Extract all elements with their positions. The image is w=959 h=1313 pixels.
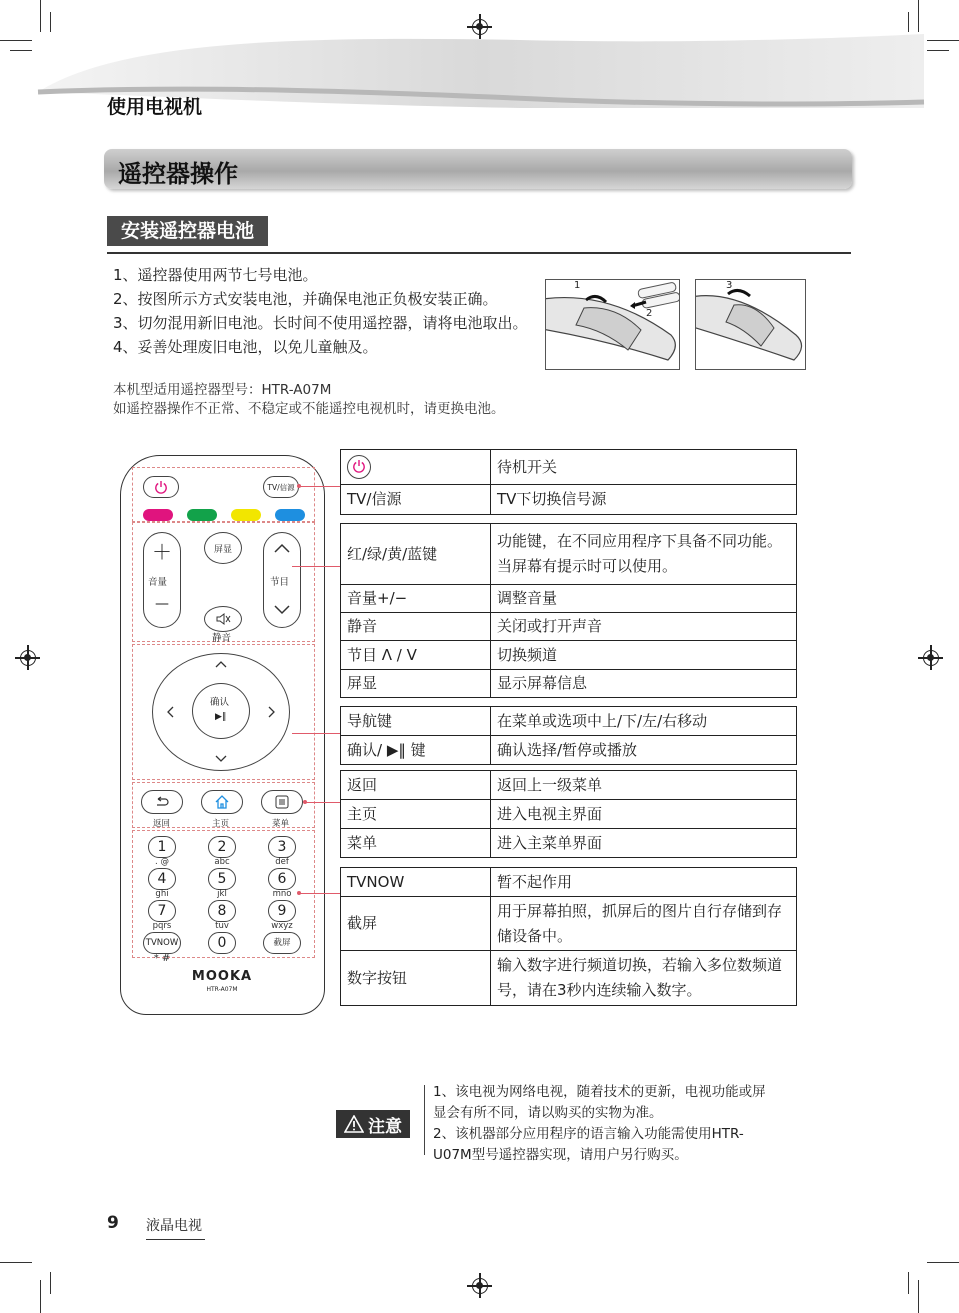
- registration-mark: [472, 1278, 488, 1294]
- table-row: [341, 951, 797, 1006]
- function-desc: 输入数字进行频道切换，若输入多位数频道号，请在3秒内连续输入数字。: [491, 951, 797, 1006]
- power-icon: [154, 480, 168, 494]
- tvnow-button[interactable]: TVNOW: [143, 932, 181, 954]
- function-desc: 待机开关: [491, 450, 797, 485]
- section-title: 遥控器操作: [118, 160, 238, 188]
- function-key: 确认/ ▶‖ 键: [341, 736, 491, 765]
- instruction-2: 2、按图所示方式安装电池，并确保电池正负极安装正确。: [113, 290, 498, 308]
- channel-up-icon[interactable]: [273, 542, 291, 554]
- volume-up-button[interactable]: ＋: [152, 540, 172, 564]
- function-key: 导航键: [341, 707, 491, 736]
- function-key: 静音: [341, 613, 491, 641]
- nav-down-icon[interactable]: [215, 754, 227, 764]
- function-key: 截屏: [341, 897, 491, 951]
- function-desc: 关闭或打开声音: [491, 613, 797, 641]
- function-key: 菜单: [341, 829, 491, 858]
- table-row: [341, 868, 797, 897]
- green-button[interactable]: [187, 509, 217, 521]
- number-key-5[interactable]: 5: [208, 868, 236, 890]
- crop-mark: [40, 1280, 41, 1313]
- warning-divider: [424, 1085, 425, 1155]
- crop-mark: [908, 1272, 909, 1294]
- number-key-4[interactable]: 4: [148, 868, 176, 890]
- model-note: 本机型适用遥控器型号：HTR-A07M: [113, 382, 332, 398]
- display-button[interactable]: 屏显: [204, 532, 242, 564]
- mute-button[interactable]: [204, 606, 242, 632]
- table-row: [341, 670, 797, 698]
- function-table-power: [340, 449, 797, 515]
- table-row: [341, 800, 797, 829]
- crop-mark: [50, 1272, 51, 1294]
- function-desc: 进入主菜单界面: [491, 829, 797, 858]
- remote-model: HTR-A07M: [206, 986, 238, 993]
- leader-line: [292, 733, 340, 734]
- channel-label: 节目: [270, 577, 290, 588]
- function-desc: 返回上一级菜单: [491, 771, 797, 800]
- number-key-8[interactable]: 8: [208, 900, 236, 922]
- channel-down-icon[interactable]: [273, 604, 291, 616]
- registration-mark: [923, 650, 939, 666]
- battery-step-3: 3: [726, 280, 733, 291]
- nav-right-icon[interactable]: [267, 706, 277, 718]
- back-icon: [154, 796, 170, 808]
- chapter-title: 使用电视机: [107, 96, 203, 118]
- instruction-4: 4、妥善处理废旧电池，以免儿童触及。: [113, 338, 378, 356]
- warning-badge: [336, 1110, 410, 1138]
- function-key: 音量+/−: [341, 585, 491, 613]
- function-key: TV/信源: [341, 485, 491, 515]
- number-key-7-letters: pqrs: [152, 921, 172, 931]
- mute-label: 静音: [212, 633, 232, 644]
- table-row: [341, 613, 797, 641]
- star-hash-label: * #: [153, 953, 171, 964]
- leader-dot: [297, 891, 301, 895]
- volume-label: 音量: [148, 577, 168, 588]
- screenshot-button[interactable]: 截屏: [263, 932, 301, 954]
- function-desc: 显示屏幕信息: [491, 670, 797, 698]
- warning-line-4: U07M型号遥控器实现，请用户另行购买。: [433, 1147, 688, 1163]
- number-key-3[interactable]: 3: [268, 836, 296, 858]
- number-key-0[interactable]: 0: [208, 932, 236, 954]
- function-key: 主页: [341, 800, 491, 829]
- table-row: [341, 707, 797, 736]
- crop-mark: [0, 1262, 32, 1263]
- warning-line-2: 显会有所不同，请以购买的实物为准。: [433, 1105, 663, 1121]
- home-icon: [214, 795, 230, 809]
- warning-icon: [344, 1115, 364, 1133]
- leader-dot: [303, 800, 307, 804]
- function-table-menu: [340, 770, 797, 858]
- leader-line: [306, 802, 340, 803]
- function-desc: 确认选择/暂停或播放: [491, 736, 797, 765]
- blue-button[interactable]: [275, 509, 305, 521]
- table-row: [341, 736, 797, 765]
- function-key: 红/绿/黄/蓝键: [341, 524, 491, 585]
- leader-line: [300, 893, 340, 894]
- subsection-title: 安装遥控器电池: [107, 216, 268, 246]
- back-button[interactable]: [141, 790, 183, 814]
- function-key: TVNOW: [341, 868, 491, 897]
- power-key-cell: [341, 450, 491, 485]
- nav-left-icon[interactable]: [165, 706, 175, 718]
- function-table-nav: [340, 706, 797, 765]
- tv-source-button[interactable]: TV/信源: [263, 476, 299, 498]
- number-key-2-letters: abc: [214, 857, 230, 867]
- table-row: [341, 524, 797, 585]
- nav-up-icon[interactable]: [215, 659, 227, 669]
- number-key-1-letters: . @: [155, 857, 169, 867]
- play-pause-icon: ▶‖: [215, 712, 227, 722]
- table-row: [341, 641, 797, 670]
- instruction-3: 3、切勿混用新旧电池。长时间不使用遥控器，请将电池取出。: [113, 314, 528, 332]
- number-key-3-letters: def: [275, 857, 289, 867]
- number-key-9[interactable]: 9: [268, 900, 296, 922]
- number-key-1[interactable]: 1: [148, 836, 176, 858]
- number-key-4-letters: ghi: [155, 889, 169, 899]
- registration-mark: [20, 650, 36, 666]
- function-table-numbers: [340, 867, 797, 1006]
- function-desc: 用于屏幕拍照，抓屏后的图片自行存储到存储设备中。: [491, 897, 797, 951]
- function-key: 节目 Λ / V: [341, 641, 491, 670]
- function-desc: 功能键，在不同应用程序下具备不同功能。当屏幕有提示时可以使用。: [491, 524, 797, 585]
- number-key-7[interactable]: 7: [148, 900, 176, 922]
- number-key-5-letters: jkl: [217, 889, 227, 899]
- power-symbol-icon: [352, 459, 366, 473]
- function-desc: 在菜单或选项中上/下/左/右移动: [491, 707, 797, 736]
- table-row: [341, 450, 797, 485]
- number-key-9-letters: wxyz: [271, 921, 293, 931]
- battery-note: 如遥控器操作不正常、不稳定或不能遥控电视机时，请更换电池。: [113, 401, 505, 417]
- function-key: 返回: [341, 771, 491, 800]
- leader-line: [292, 566, 340, 567]
- battery-insert-illustration: [546, 280, 680, 370]
- mute-icon: [215, 612, 231, 626]
- battery-figure-1: [545, 279, 680, 370]
- home-label: 主页: [212, 819, 230, 829]
- warning-label: 注意: [368, 1116, 402, 1137]
- number-key-2[interactable]: 2: [208, 836, 236, 858]
- function-desc: 进入电视主界面: [491, 800, 797, 829]
- battery-figure-2: [695, 279, 806, 370]
- menu-label: 菜单: [272, 819, 290, 829]
- battery-step-2: 2: [646, 308, 653, 319]
- footer-label: 液晶电视: [146, 1215, 205, 1240]
- volume-down-button[interactable]: —: [155, 596, 169, 612]
- number-key-6[interactable]: 6: [268, 868, 296, 890]
- menu-button[interactable]: [261, 790, 303, 814]
- warning-line-1: 1、该电视为网络电视，随着技术的更新，电视功能或屏: [433, 1084, 766, 1100]
- section-banner: [104, 149, 852, 189]
- remote-control: [120, 455, 325, 1015]
- function-key: 屏显: [341, 670, 491, 698]
- function-desc: 暂不起作用: [491, 868, 797, 897]
- power-button[interactable]: [143, 476, 179, 498]
- ok-label: 确认: [210, 697, 230, 708]
- yellow-button[interactable]: [231, 509, 261, 521]
- function-desc: TV下切换信号源: [491, 485, 797, 515]
- menu-icon: [275, 795, 289, 809]
- subsection-rule: [107, 252, 851, 254]
- red-button[interactable]: [143, 509, 173, 521]
- table-row: [341, 897, 797, 951]
- crop-mark: [918, 1280, 919, 1313]
- leader-line: [300, 486, 340, 487]
- function-desc: 调整音量: [491, 585, 797, 613]
- brand-logo: MOOKA: [191, 969, 253, 984]
- battery-close-illustration: [696, 280, 806, 370]
- warning-line-3: 2、该机器部分应用程序的语言输入功能需使用HTR-: [433, 1126, 744, 1142]
- home-button[interactable]: [201, 790, 243, 814]
- page-number: 9: [107, 1213, 119, 1233]
- instruction-1: 1、遥控器使用两节七号电池。: [113, 266, 318, 284]
- ok-button[interactable]: [192, 683, 250, 739]
- table-row: [341, 771, 797, 800]
- back-label: 返回: [153, 819, 171, 829]
- function-table-keys: [340, 523, 797, 698]
- table-row: [341, 829, 797, 858]
- number-key-6-letters: mno: [272, 889, 292, 899]
- function-key: 数字按钮: [341, 951, 491, 1006]
- crop-mark: [927, 1262, 959, 1263]
- table-row: [341, 585, 797, 613]
- power-icon: [347, 455, 371, 479]
- battery-step-1: 1: [574, 280, 581, 291]
- table-row: [341, 485, 797, 515]
- function-desc: 切换频道: [491, 641, 797, 670]
- number-key-8-letters: tuv: [215, 921, 229, 931]
- leader-dot: [297, 484, 301, 488]
